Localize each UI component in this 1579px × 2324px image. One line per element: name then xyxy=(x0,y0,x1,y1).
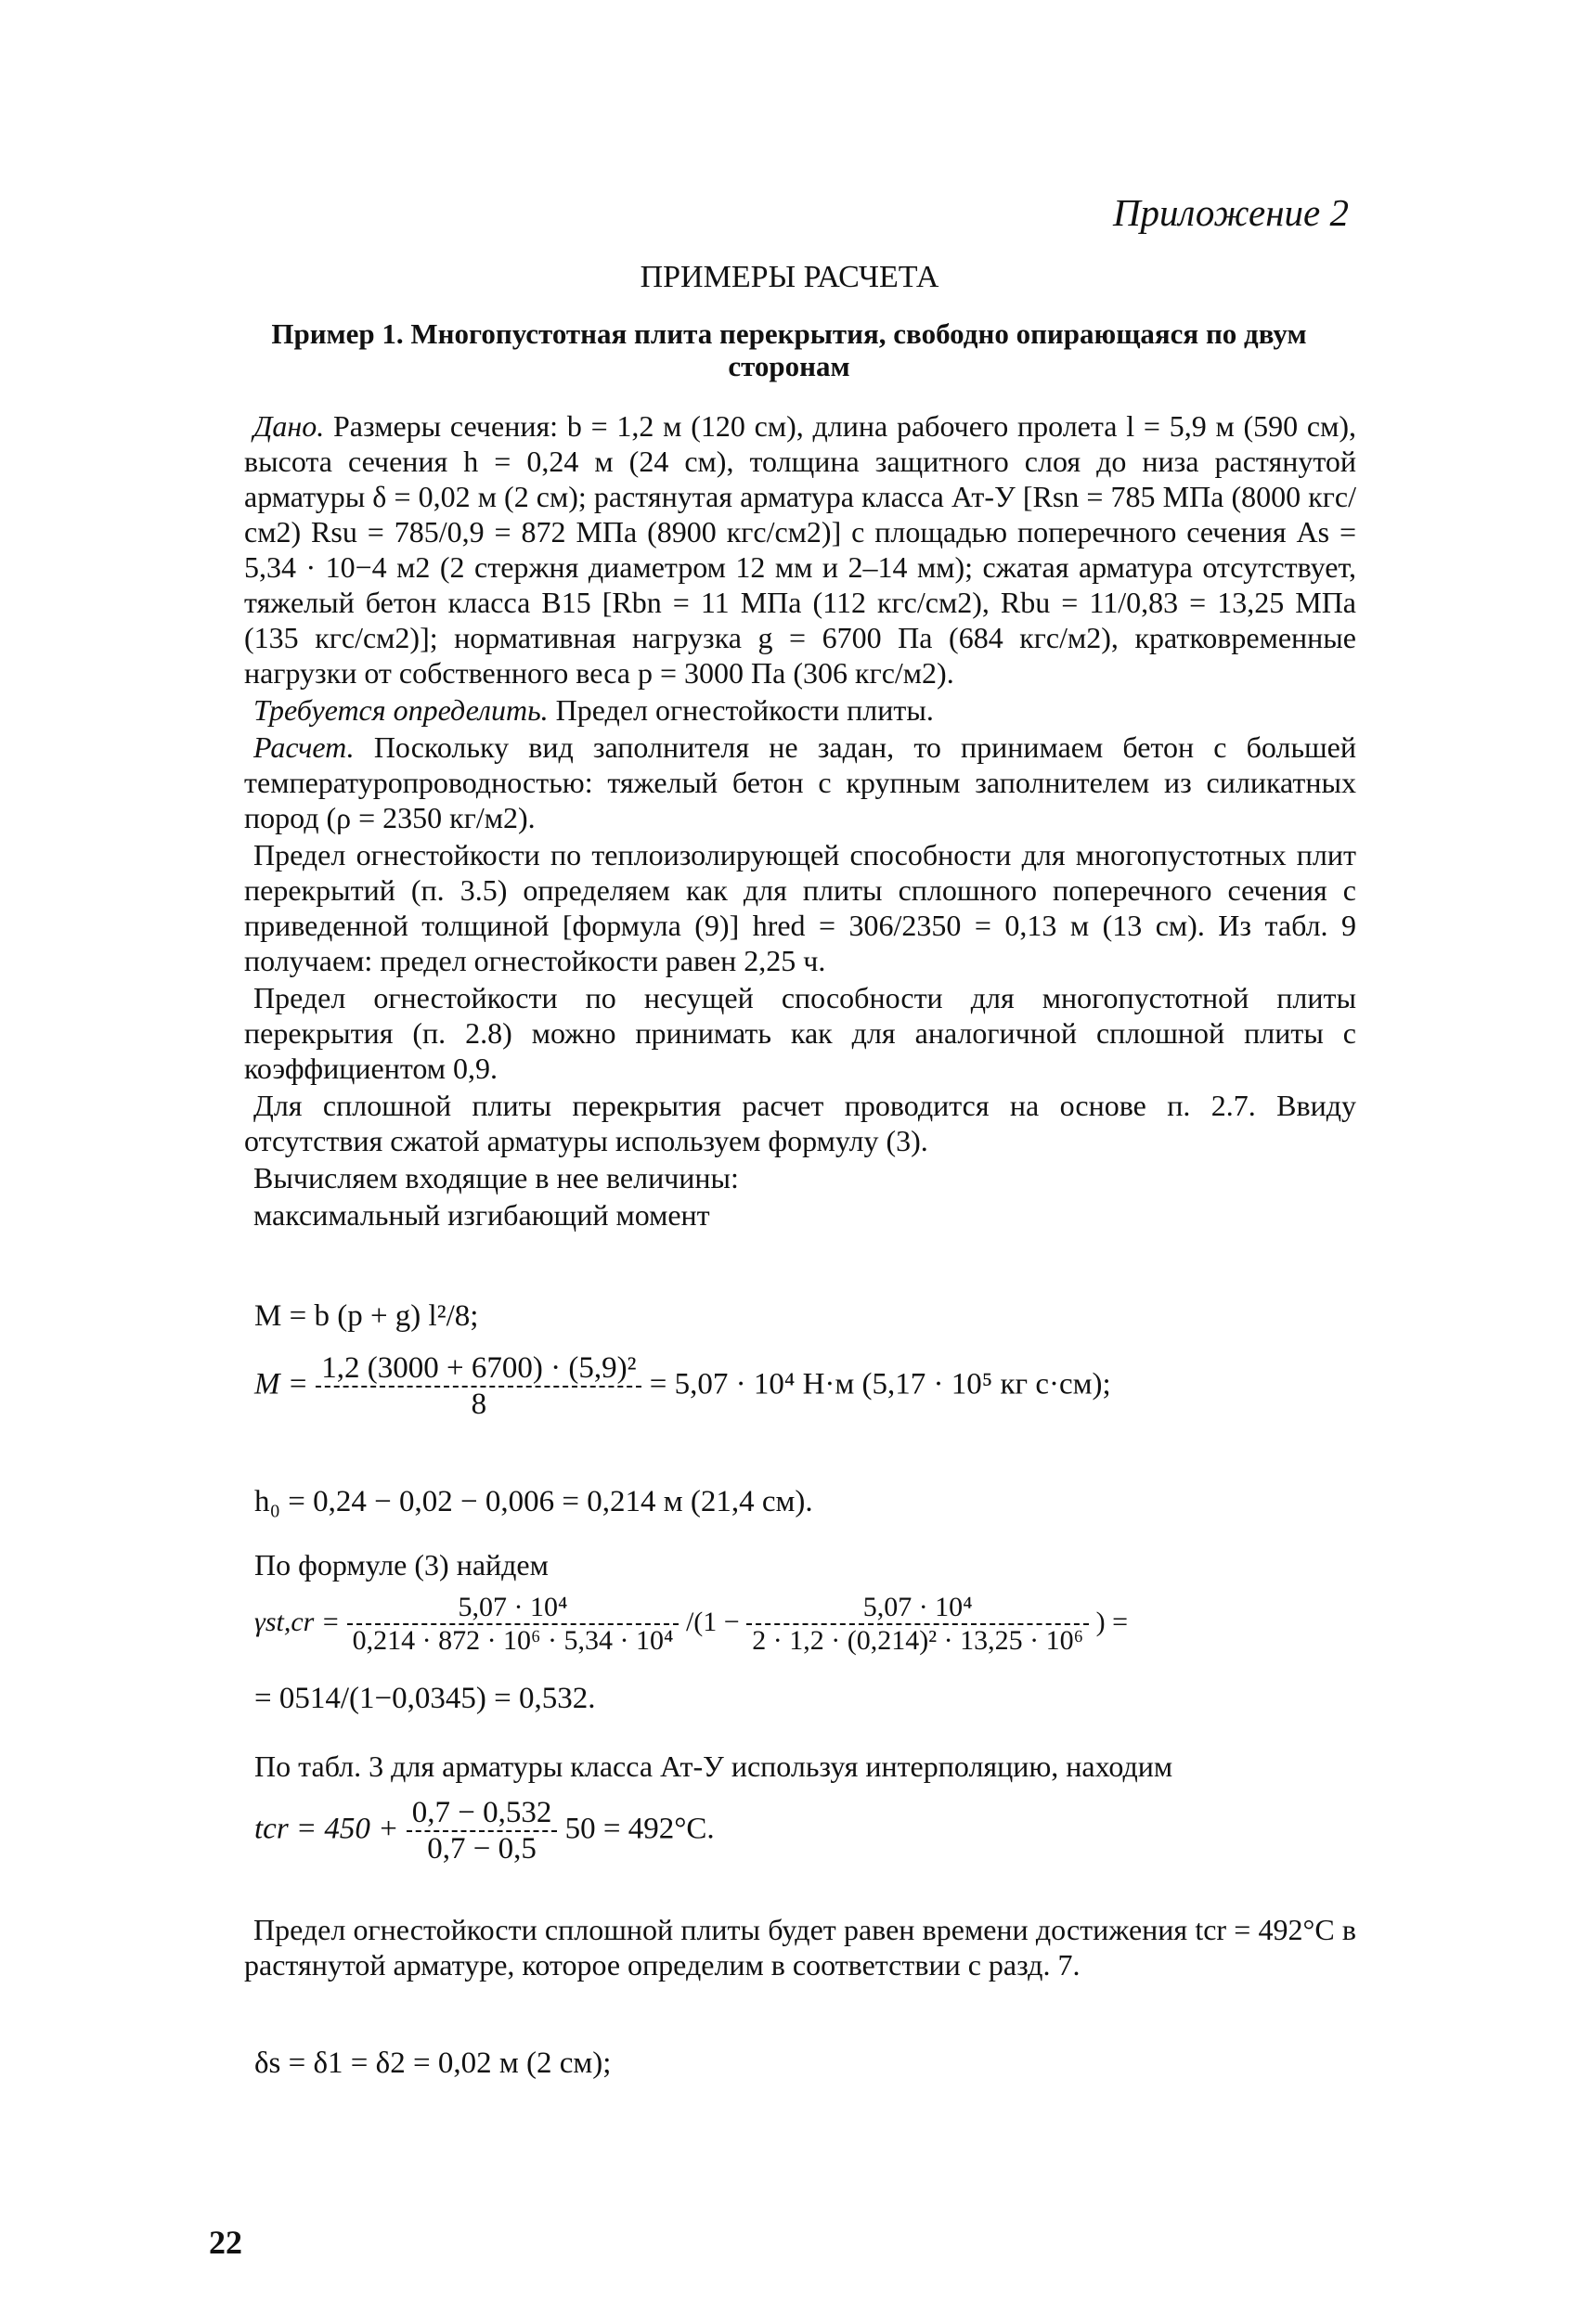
paragraph-solid-slab: Для сплошной плиты перекрытия расчет проводится на основе п. 2.7. Ввиду отсутствия сжатой арматуры используем формулу (3). xyxy=(244,1089,1356,1157)
tcr-rhs: 50 = 492°С. xyxy=(564,1812,715,1846)
tcr-denominator: 0,7 − 0,5 xyxy=(427,1832,537,1866)
moment-denominator: 8 xyxy=(471,1388,487,1421)
gamma-denominator-2: 2 · 1,2 · (0,214)² · 13,25 · 10⁶ xyxy=(752,1625,1084,1656)
delta-equation: δs = δ1 = δ2 = 0,02 м (2 см); xyxy=(254,2046,612,2080)
gamma-fraction-1 xyxy=(347,1592,679,1657)
gamma-result: = 0514/(1−0,0345) = 0,532. xyxy=(254,1682,596,1715)
moment-rhs: = 5,07 · 10⁴ Н·м (5,17 · 10⁵ кг с·см); xyxy=(649,1367,1111,1401)
moment-calculation xyxy=(254,1351,1111,1422)
paragraph-table3: По табл. 3 для арматуры класса Ат-У используя интерполяцию, находим xyxy=(254,1749,1173,1783)
required-text: Предел огнестойкости плиты. xyxy=(555,693,934,727)
paragraph-moment: максимальный изгибающий момент xyxy=(253,1198,710,1232)
example-title: Пример 1. Многопустотная плита перекрытия, свободно опирающаяся по двум сторонам xyxy=(271,317,1307,382)
gamma-denominator-1: 0,214 · 872 · 10⁶ · 5,34 · 10⁴ xyxy=(352,1625,674,1656)
gamma-fraction-2 xyxy=(746,1592,1089,1657)
given-lead: Дано. xyxy=(253,409,325,443)
paragraph-bearing: Предел огнестойкости по несущей способности для многопустотной плиты перекрытия (п. 2.8) можно принимать как для аналогичной сплошной плиты с коэффициентом 0,9. xyxy=(244,981,1356,1085)
gamma-numerator-2: 5,07 · 10⁴ xyxy=(746,1592,1089,1625)
calculation-text: Поскольку вид заполнителя не задан, то принимаем бетон с большей температуропроводностью: тяжелый бетон с крупным заполнителем из силикатных пород (ρ = 2350 кг/м2). xyxy=(244,730,1357,834)
gamma-numerator-1: 5,07 · 10⁴ xyxy=(347,1592,679,1625)
annex-label: Приложение 2 xyxy=(1112,191,1349,234)
moment-fraction xyxy=(316,1351,641,1422)
paragraph-required xyxy=(244,692,1356,728)
moment-formula: M = b (p + g) l²/8; xyxy=(254,1299,479,1333)
gamma-equation xyxy=(254,1592,1128,1657)
h0-equation: h₀ = 0,24 − 0,02 − 0,006 = 0,214 м (21,4 см). xyxy=(254,1485,813,1518)
tcr-equation xyxy=(254,1796,715,1866)
gamma-mid: /(1 − xyxy=(685,1606,740,1637)
tcr-lhs: tcr = 450 + xyxy=(254,1812,399,1846)
moment-lhs: M = xyxy=(254,1367,309,1401)
gamma-lhs: γst,cr = xyxy=(254,1606,341,1637)
paragraph-given xyxy=(244,408,1356,691)
page-number: 22 xyxy=(209,2224,242,2261)
paragraph-calculation xyxy=(244,729,1356,835)
section-title: ПРИМЕРЫ РАСЧЕТА xyxy=(640,260,939,294)
paragraph-formula3: По формуле (3) найдем xyxy=(254,1548,549,1582)
calculation-lead: Расчет. xyxy=(253,730,355,764)
required-lead: Требуется определить. xyxy=(253,693,549,727)
body-text xyxy=(244,408,1356,1234)
tcr-fraction xyxy=(407,1796,558,1866)
gamma-end: ) = xyxy=(1095,1606,1129,1637)
paragraph-insulation: Предел огнестойкости по теплоизолирующей способности для многопустотных плит перекрытий (п. 3.5) определяем как для плиты сплошного поперечного сечения с приведенной толщиной [формула (9)] hred = 306/2350 = 0,13 м (13 см). Из табл. 9 получаем: предел огнестойкости равен 2,25 ч. xyxy=(244,838,1356,977)
paragraph-fire-limit: Предел огнестойкости сплошной плиты будет равен времени достижения tcr = 492°С в растянутой арматуре, которое определим в соответствии с разд. 7. xyxy=(244,1913,1356,1982)
moment-numerator: 1,2 (3000 + 6700) · (5,9)² xyxy=(316,1351,641,1388)
paragraph-compute: Вычисляем входящие в нее величины: xyxy=(253,1161,739,1194)
tcr-numerator: 0,7 − 0,532 xyxy=(407,1796,558,1832)
given-text: Размеры сечения: b = 1,2 м (120 см), длина рабочего пролета l = 5,9 м (590 см), высота сечения h = 0,24 м (24 см), толщина защитного слоя до низа растянутой арматуры δ = 0,02 м (2 см); растянутая арматура класса Ат-У [Rsn = 785 МПа (8000 кгс/см2) Rsu = 785/0,9 = 872 МПа (8900 кгс/см2)] с площадью поперечного сечения As = 5,34 · 10−4 м2 (2 стержня диаметром 12 мм и 2–14 мм); сжатая арматура отсутствует, тяжелый бетон класса В15 [Rbn = 11 МПа (112 кгс/см2), Rbu = 11/0,83 = 13,25 МПа (135 кгс/см2)]; нормативная нагрузка g = 6700 Па (684 кгс/м2), кратковременные нагрузки от собственного веса p = 3000 Па (306 кгс/м2). xyxy=(244,409,1356,690)
